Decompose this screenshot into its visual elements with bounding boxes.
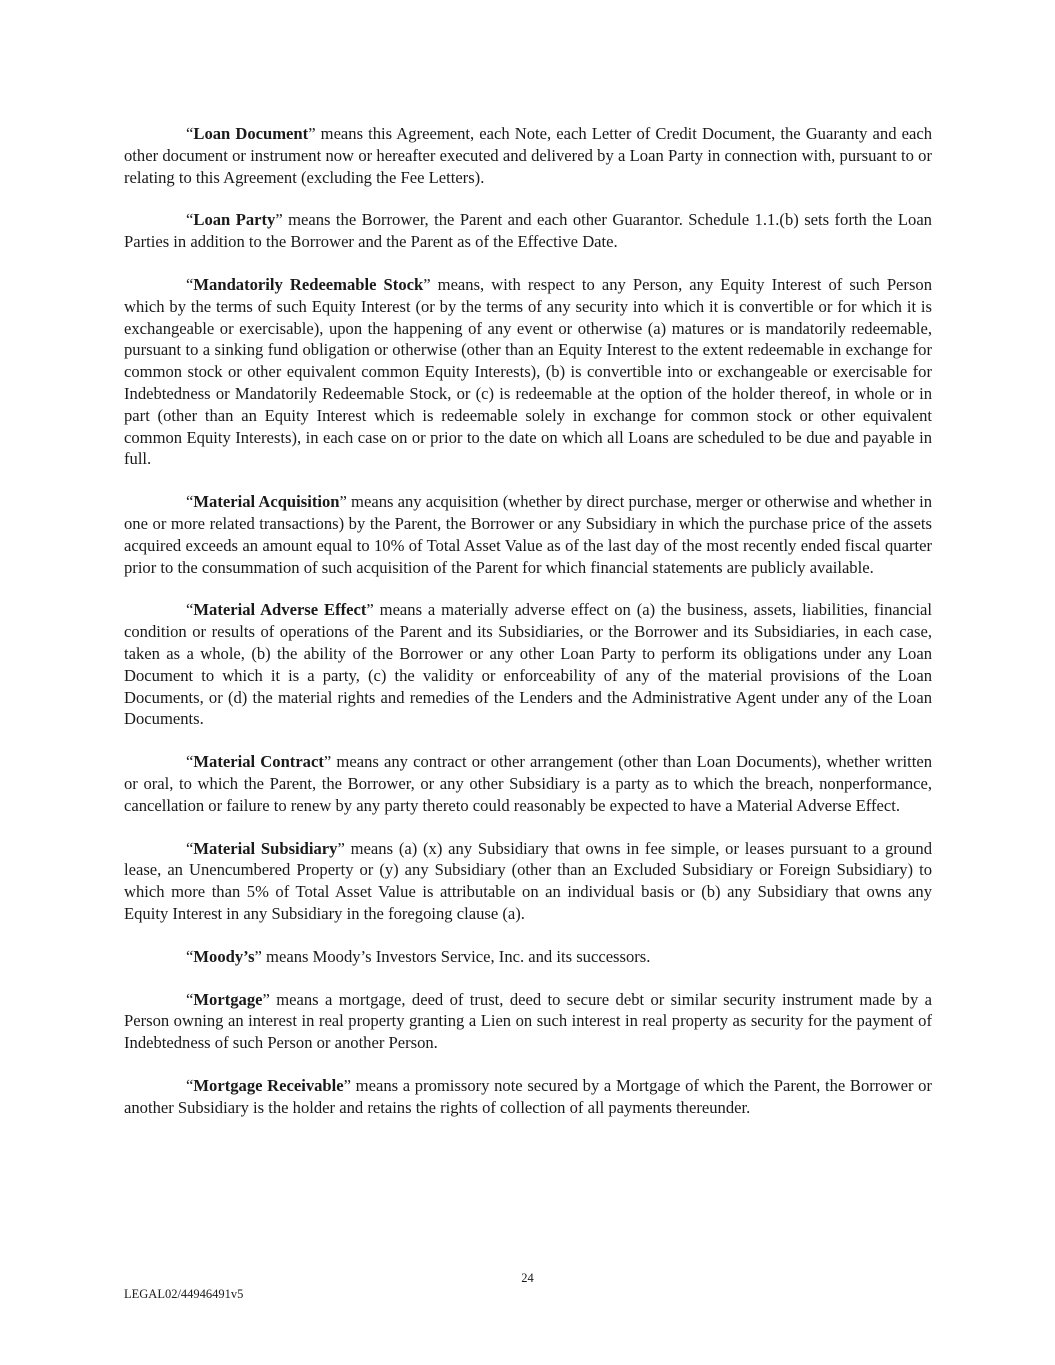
term-moodys: Moody’s bbox=[193, 946, 255, 966]
definition-text: means (a) (x) any Subsidiary that owns in fee simple, or leases pursuant to a ground lease, an Unencumbered Property or (y) any Subsidiary (other than an Excluded Subsidiary or Foreign Subsidiary) to which more than 5% of Total Asset Value is attributable on an individual basis or (b) any Subsidiary that owns any Equity Interest in any Subsidiary in the foregoing clause (a). bbox=[124, 838, 933, 923]
term-mandatorily-redeemable-stock: Mandatorily Redeemable Stock bbox=[193, 274, 424, 294]
definition-loan-party: “Loan Party” means the Borrower, the Parent and each other Guarantor. Schedule 1.1.(b) sets forth the Loan Parties in addition to the Borrower and the Parent as of the Effective Date. bbox=[124, 210, 932, 252]
definition-text: means Moody’s Investors Service, Inc. and its successors. bbox=[261, 946, 651, 966]
term-material-adverse-effect: Material Adverse Effect bbox=[193, 600, 367, 620]
term-material-acquisition: Material Acquisition bbox=[193, 492, 340, 512]
term-material-contract: Material Contract bbox=[193, 752, 324, 772]
term-material-subsidiary: Material Subsidiary bbox=[193, 838, 338, 858]
definition-mortgage-receivable: “Mortgage Receivable” means a promissory note secured by a Mortgage of which the Parent, the Borrower or another Subsidiary is the holder and retains the rights of collection of all payments thereunder. bbox=[124, 1075, 932, 1117]
definitions-section bbox=[124, 123, 932, 1139]
definition-text: means this Agreement, each Note, each Letter of Credit Document, the Guaranty and each other document or instrument now or hereafter executed and delivered by a Loan Party in connection with, pursuant to or relating to this Agreement (excluding the Fee Letters). bbox=[124, 124, 932, 187]
definition-mortgage: “Mortgage” means a mortgage, deed of trust, deed to secure debt or similar security instrument made by a Person owning an interest in real property granting a Lien on such interest in real property as security for the payment of Indebtedness of such Person or another Person. bbox=[124, 989, 932, 1053]
definition-material-contract: “Material Contract” means any contract or other arrangement (other than Loan Documents), whether written or oral, to which the Parent, the Borrower, or any other Subsidiary is a party as to which the breach, nonperformance, cancellation or failure to renew by any party thereto could reasonably be expected to have a Material Adverse Effect. bbox=[124, 752, 932, 815]
definition-text: means a promissory note secured by a Mortgage of which the Parent, the Borrower or another Subsidiary is the holder and retains the rights of collection of all payments thereunder. bbox=[124, 1075, 932, 1117]
definition-text: means any contract or other arrangement (other than Loan Documents), whether written or oral, to which the Parent, the Borrower, or any other Subsidiary is a party as to which the breach, nonperformance, cancellation or failure to renew by any party thereto could reasonably be expected to have a Material Adverse Effect. bbox=[124, 752, 932, 815]
term-mortgage-receivable: Mortgage Receivable bbox=[193, 1075, 344, 1095]
definition-material-subsidiary: “Material Subsidiary” means (a) (x) any Subsidiary that owns in fee simple, or leases pursuant to a ground lease, an Unencumbered Property or (y) any Subsidiary (other than an Excluded Subsidiary or Foreign Subsidiary) to which more than 5% of Total Asset Value is attributable on an individual basis or (b) any Subsidiary that owns any Equity Interest in any Subsidiary in the foregoing clause (a). bbox=[124, 838, 933, 923]
definition-loan-document: “Loan Document” means this Agreement, each Note, each Letter of Credit Document, the Guaranty and each other document or instrument now or hereafter executed and delivered by a Loan Party in connection with, pursuant to or relating to this Agreement (excluding the Fee Letters). bbox=[124, 124, 932, 187]
definition-text: means the Borrower, the Parent and each other Guarantor. Schedule 1.1.(b) sets forth the Loan Parties in addition to the Borrower and the Parent as of the Effective Date. bbox=[124, 210, 932, 252]
definition-moodys: “Moody’s” means Moody’s Investors Service, Inc. and its successors. bbox=[186, 946, 651, 966]
definition-material-acquisition: “Material Acquisition” means any acquisition (whether by direct purchase, merger or otherwise and whether in one or more related transactions) by the Parent, the Borrower or any Subsidiary in which the purchase price of the assets acquired exceeds an amount equal to 10% of Total Asset Value as of the last day of the most recently ended fiscal quarter prior to the consummation of such acquisition of the Parent for which financial statements are publicly available. bbox=[124, 492, 932, 577]
document-id: LEGAL02/44946491v5 bbox=[124, 1287, 244, 1301]
term-loan-document: Loan Document bbox=[193, 124, 309, 143]
definition-text: means any acquisition (whether by direct purchase, merger or otherwise and whether in one or more related transactions) by the Parent, the Borrower or any Subsidiary in which the purchase price of the assets acquired exceeds an amount equal to 10% of Total Asset Value as of the last day of the most recently ended fiscal quarter prior to the consummation of such acquisition of the Parent for which financial statements are publicly available. bbox=[124, 492, 932, 577]
page-number: 24 bbox=[521, 1271, 534, 1285]
definition-mandatorily-redeemable-stock: “Mandatorily Redeemable Stock” means, with respect to any Person, any Equity Interest of such Person which by the terms of such Equity Interest (or by the terms of any security into which it is convertible or for which it is exchangeable or exercisable), upon the happening of any event or otherwise (a) matures or is mandatorily redeemable, pursuant to a sinking fund obligation or otherwise (other than an Equity Interest to the extent redeemable in exchange for common stock or other equivalent common Equity Interests), (b) is convertible into or exchangeable or exercisable for Indebtedness or Mandatorily Redeemable Stock, or (c) is redeemable at the option of the holder thereof, in whole or in part (other than an Equity Interest which is redeemable solely in exchange for common stock or other equivalent common Equity Interests), in each case on or prior to the date on which all Loans are scheduled to be due and payable in full. bbox=[124, 274, 932, 469]
definition-text: means a materially adverse effect on (a) the business, assets, liabilities, financial condition or results of operations of the Parent and its Subsidiaries, or the Borrower and its Subsidiaries, in each case, taken as a whole, (b) the ability of the Borrower or any other Loan Party to perform its obligations under any Loan Document to which it is a party, (c) the validity or enforceability of any of the material provisions of the Loan Documents, or (d) the material rights and remedies of the Lenders and the Administrative Agent under any of the Loan Documents. bbox=[124, 600, 932, 729]
definition-material-adverse-effect: “Material Adverse Effect” means a materially adverse effect on (a) the business, assets, liabilities, financial condition or results of operations of the Parent and its Subsidiaries, or the Borrower and its Subsidiaries, in each case, taken as a whole, (b) the ability of the Borrower or any other Loan Party to perform its obligations under any Loan Document to which it is a party, (c) the validity or enforceability of any of the material provisions of the Loan Documents, or (d) the material rights and remedies of the Lenders and the Administrative Agent under any of the Loan Documents. bbox=[124, 600, 932, 729]
definition-text: means, with respect to any Person, any Equity Interest of such Person which by the terms of such Equity Interest (or by the terms of any security into which it is convertible or for which it is exchangeable or exercisable), upon the happening of any event or otherwise (a) matures or is mandatorily redeemable, pursuant to a sinking fund obligation or otherwise (other than an Equity Interest to the extent redeemable in exchange for common stock or other equivalent common Equity Interests), (b) is convertible into or exchangeable or exercisable for Indebtedness or Mandatorily Redeemable Stock, or (c) is redeemable at the option of the holder thereof, in whole or in part (other than an Equity Interest which is redeemable solely in exchange for common stock or other equivalent common Equity Interests), in each case on or prior to the date on which all Loans are scheduled to be due and payable in full. bbox=[124, 274, 932, 469]
definition-text: means a mortgage, deed of trust, deed to secure debt or similar security instrument made by a Person owning an interest in real property granting a Lien on such interest in real property as security for the payment of Indebtedness of such Person or another Person. bbox=[124, 989, 932, 1053]
term-mortgage: Mortgage bbox=[193, 989, 263, 1009]
term-loan-party: Loan Party bbox=[193, 210, 276, 230]
